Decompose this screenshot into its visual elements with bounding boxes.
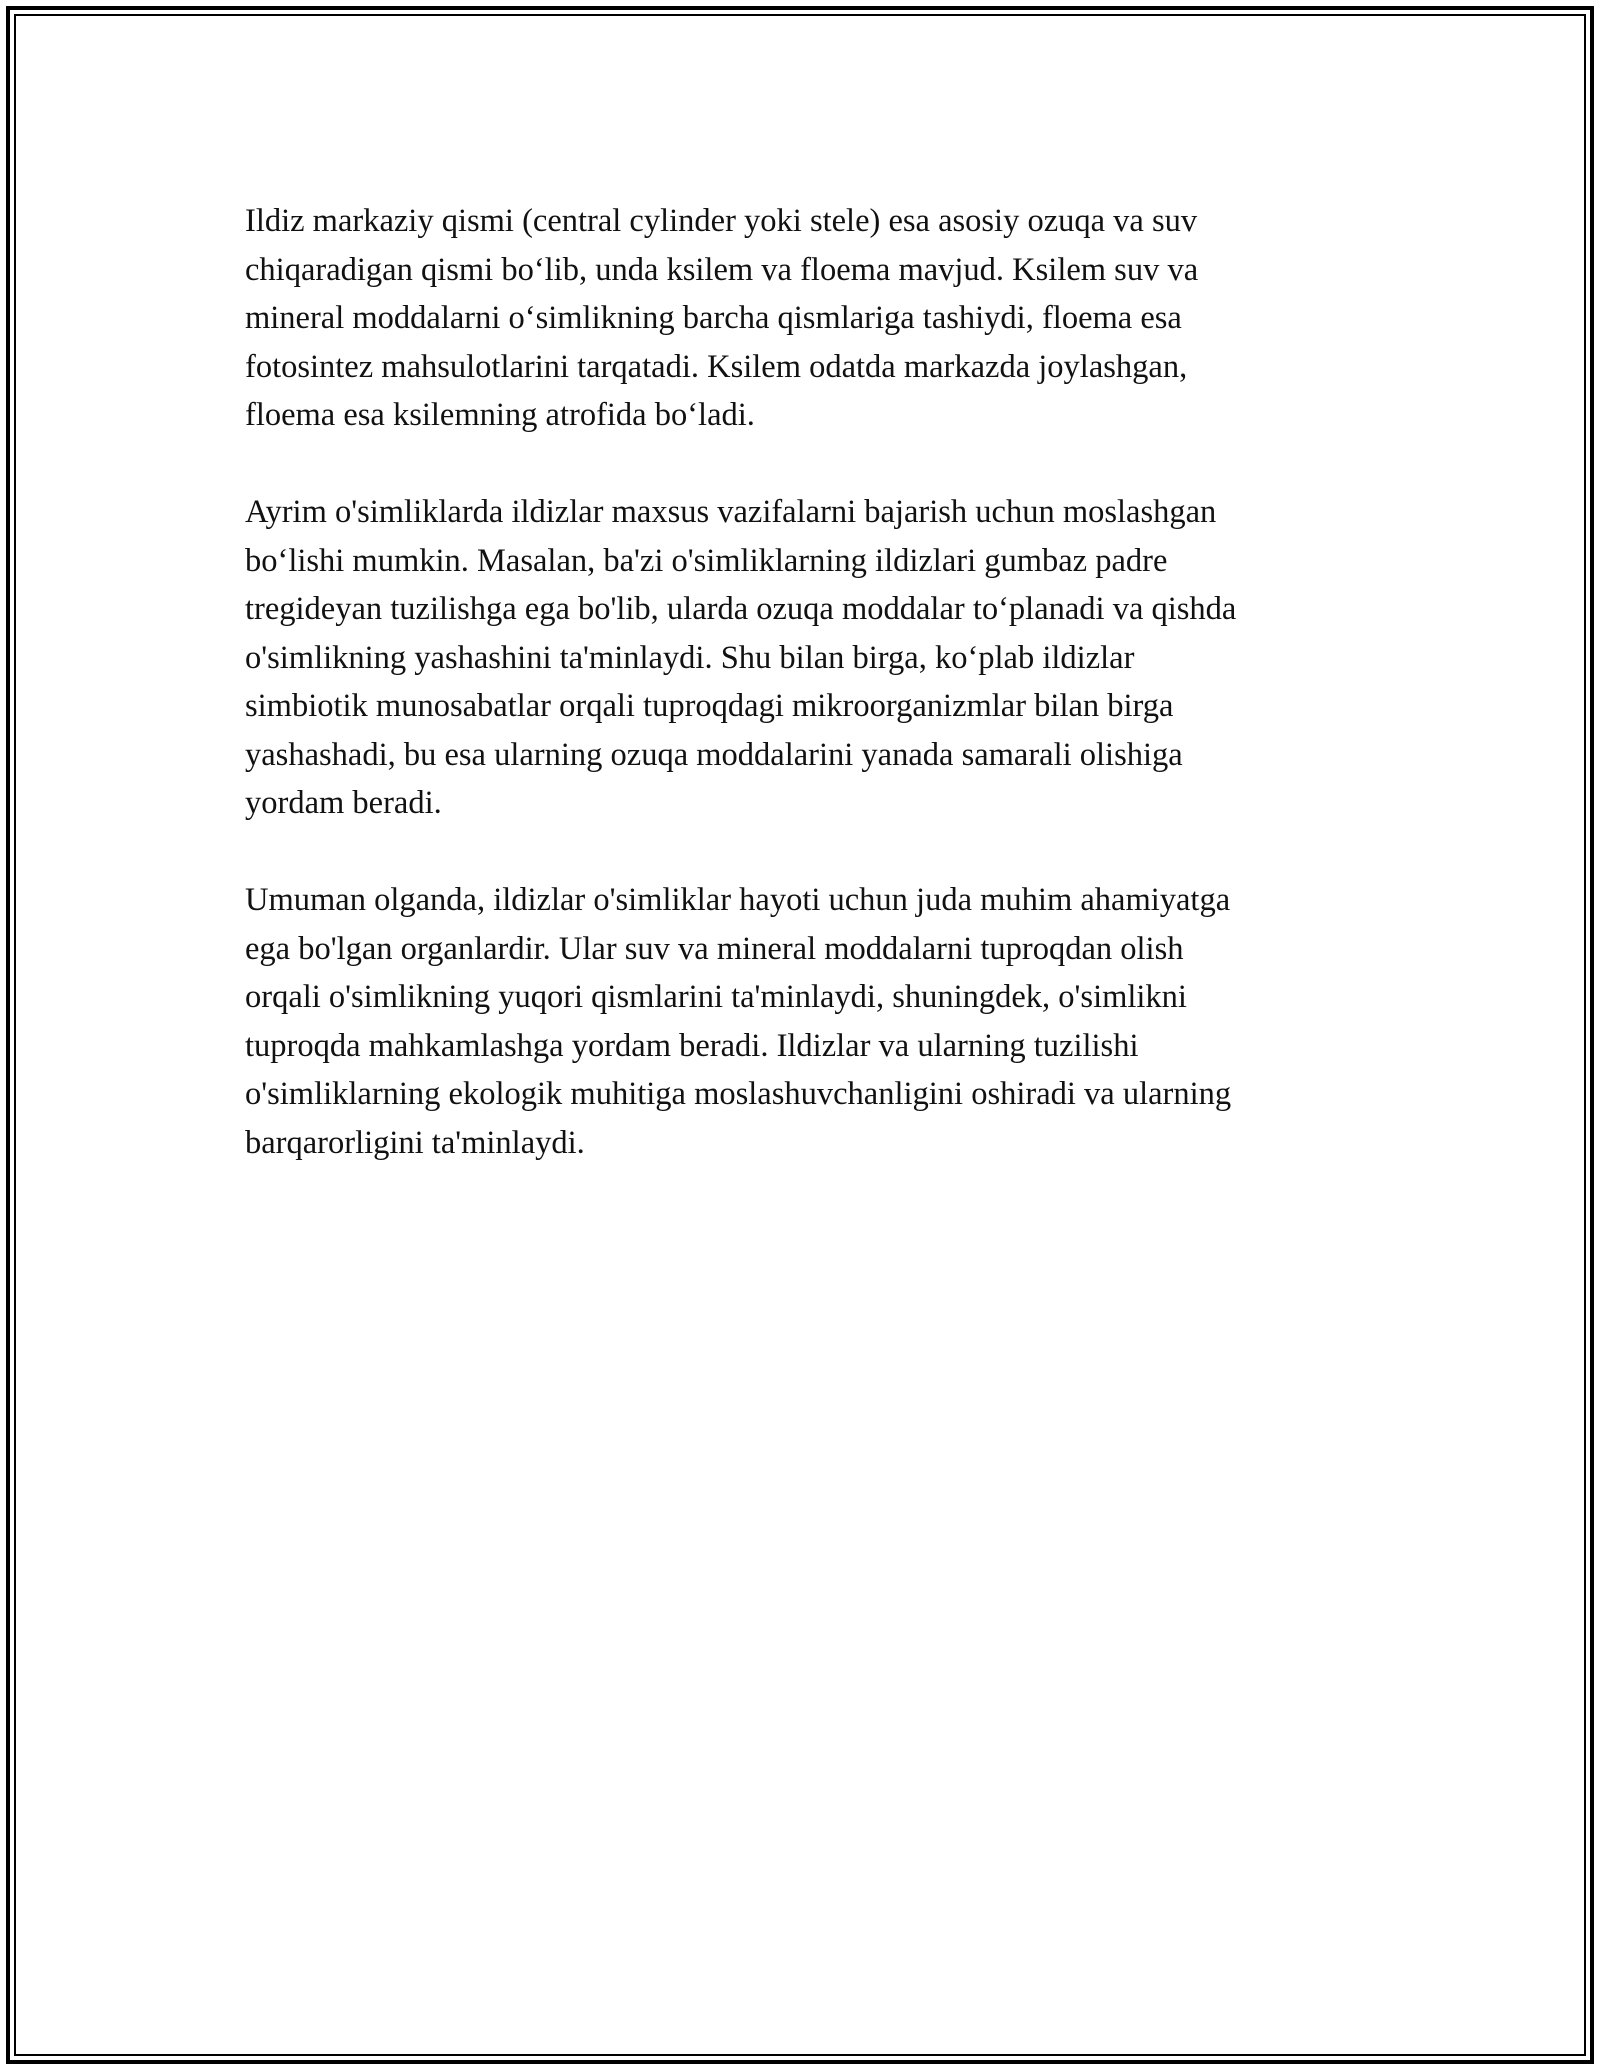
paragraph-2: Ayrim o'simliklarda ildizlar maxsus vazifalarni bajarish uchun moslashgan bo‘lishi mumkin. Masalan, ba'zi o'simliklarning ildizlari gumbaz padre tregideyan tuzilishga ega bo'lib, ularda ozuqa moddalar to‘planadi va qishda o'simlikning yashashini ta'minlaydi. Shu bilan birga, ko‘plab ildizlar simbiotik munosabatlar orqali tuproqdagi mikroorganizmlar bilan birga yashashadi, bu esa ularning ozuqa moddalarini yanada samarali olishiga yordam beradi. (245, 494, 1237, 821)
document-body (245, 197, 1375, 1216)
page-frame (6, 6, 1594, 2064)
paragraph-3: Umuman olganda, ildizlar o'simliklar hayoti uchun juda muhim ahamiyatga ega bo'lgan organlardir. Ular suv va mineral moddalarni tuproqdan olish orqali o'simlikning yuqori qismlarini ta'minlaydi, shuningdek, o'simlikni tuproqda mahkamlashga yordam beradi. Ildizlar va ularning tuzilishi o'simliklarning ekologik muhitiga moslashuvchanligini oshiradi va ularning barqarorligini ta'minlaydi. (245, 882, 1232, 1161)
paragraph-1: Ildiz markaziy qismi (central cylinder yoki stele) esa asosiy ozuqa va suv chiqaradigan qismi bo‘lib, unda ksilem va floema mavjud. Ksilem suv va mineral moddalarni o‘simlikning barcha qismlariga tashiydi, floema esa fotosintez mahsulotlarini tarqatadi. Ksilem odatda markazda joylashgan, floema esa ksilemning atrofida bo‘ladi. (245, 203, 1199, 433)
